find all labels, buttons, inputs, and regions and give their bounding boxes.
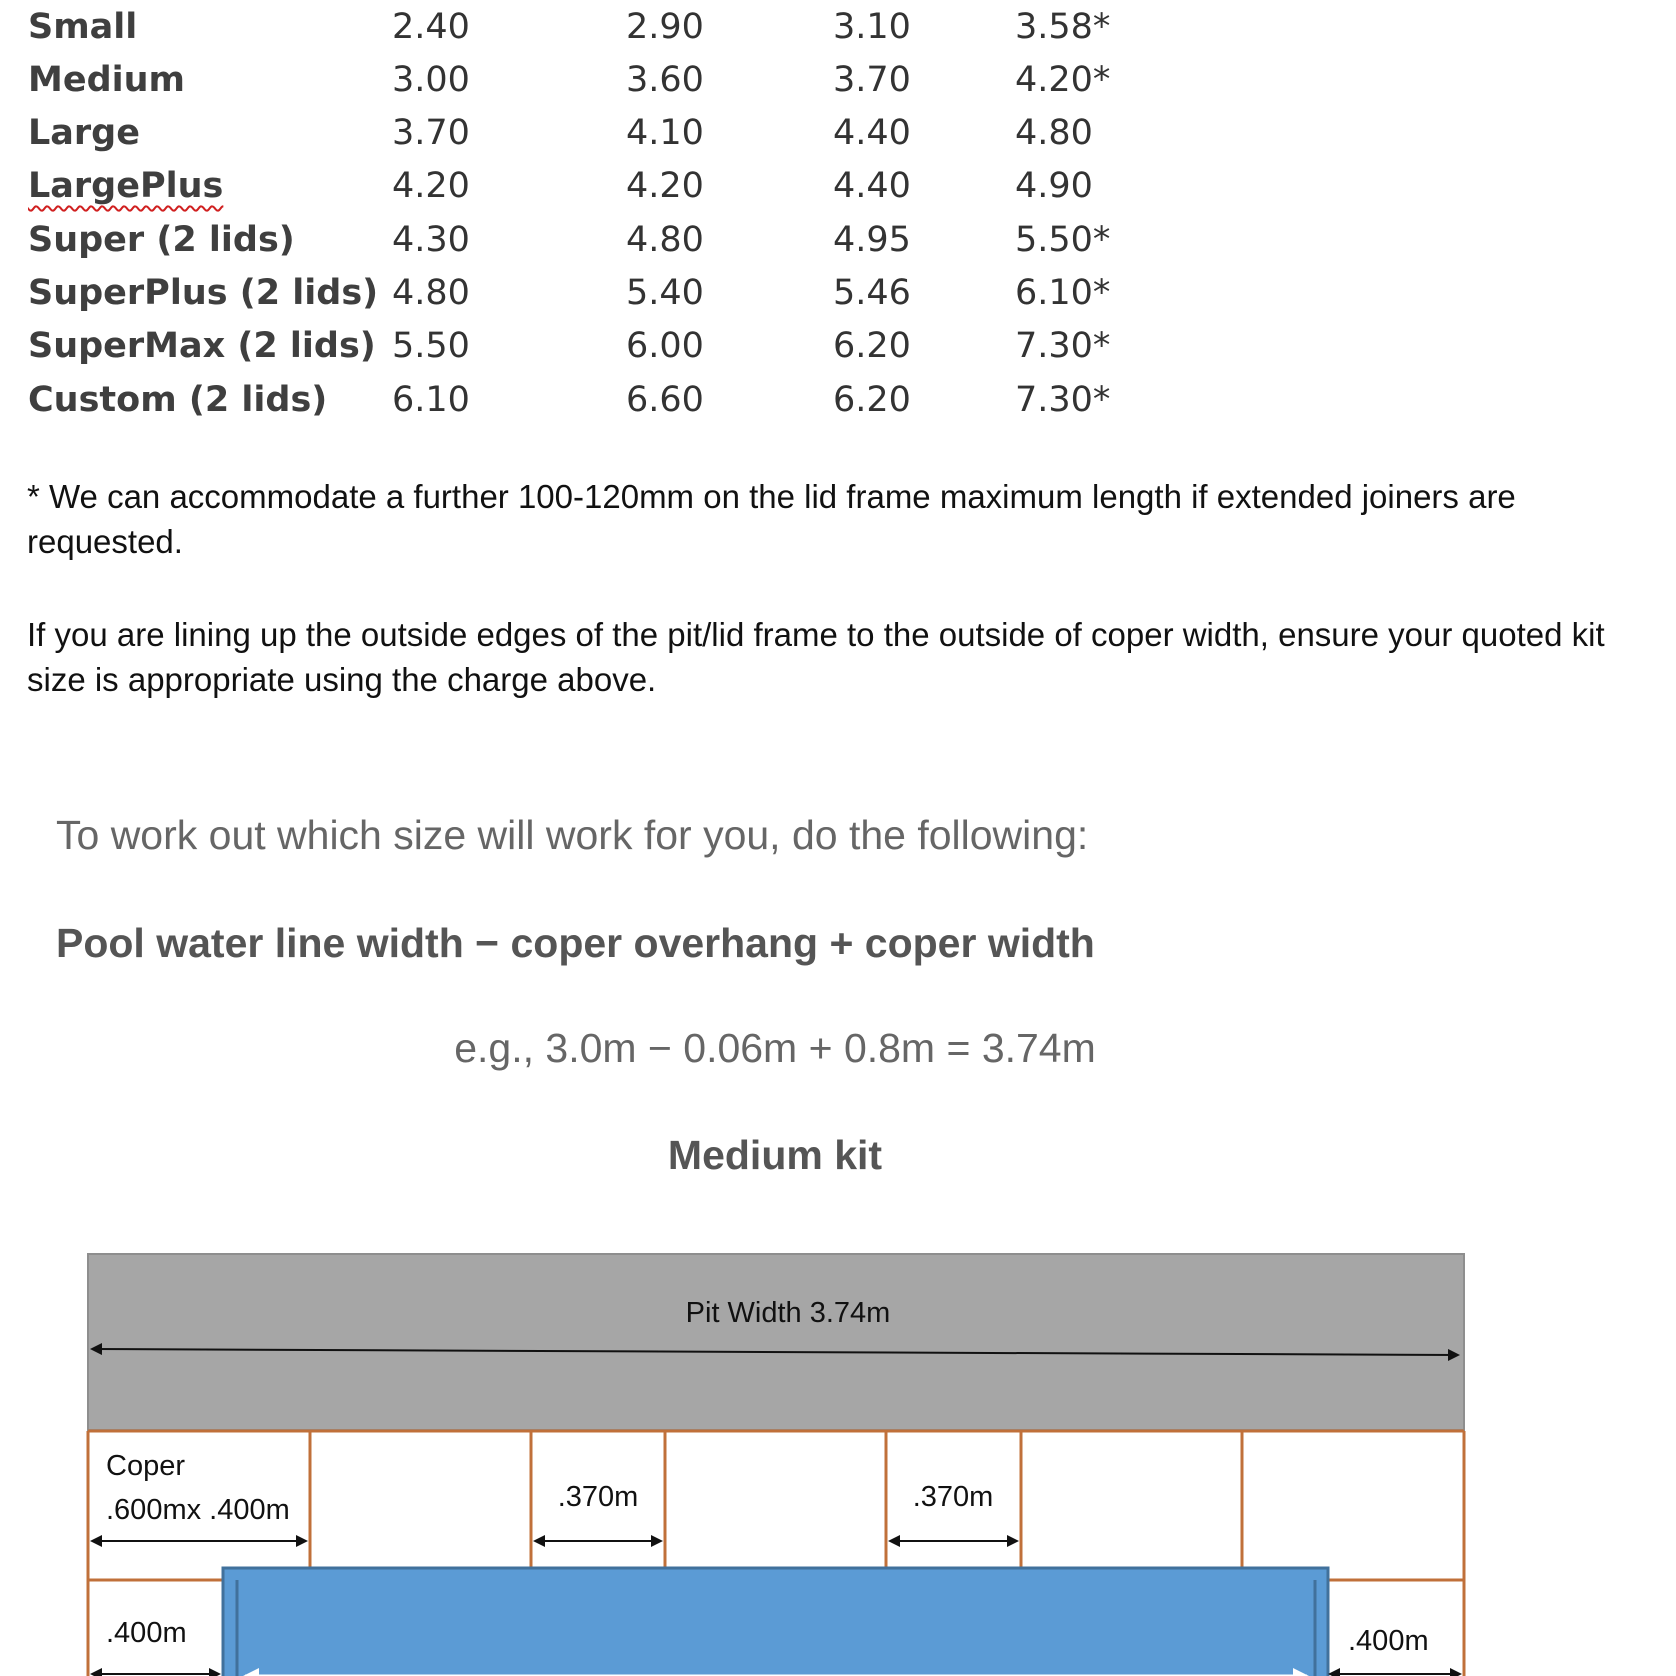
row-name: Large bbox=[28, 113, 140, 153]
row-value-3: 4.95 bbox=[833, 220, 911, 260]
row-value-2: 4.20 bbox=[626, 166, 704, 206]
pool-water bbox=[223, 1568, 1328, 1676]
row-name: LargePlus bbox=[28, 166, 224, 206]
table-row bbox=[0, 213, 1200, 267]
gap-label-1: .370m bbox=[557, 1481, 639, 1513]
pit-area bbox=[88, 1254, 1464, 1430]
row-value-2: 2.90 bbox=[626, 7, 704, 47]
row-value-1: 3.00 bbox=[392, 60, 470, 100]
row-value-4: 6.10* bbox=[1015, 273, 1111, 313]
row-name: Custom (2 lids) bbox=[28, 380, 328, 420]
joiners-note: * We can accommodate a further 100-120mm on the lid frame maximum length if extended joiners are requested. bbox=[27, 478, 1516, 560]
row-value-1: 4.80 bbox=[392, 273, 470, 313]
gap-label-2: .370m bbox=[912, 1481, 994, 1513]
row-value-3: 6.20 bbox=[833, 326, 911, 366]
row-value-2: 6.00 bbox=[626, 326, 704, 366]
table-row bbox=[0, 0, 1200, 54]
coper-size-label: .600mx .400m bbox=[106, 1494, 290, 1526]
row-value-4: 4.90 bbox=[1015, 166, 1093, 206]
sizing-example: e.g., 3.0m − 0.06m + 0.8m = 3.74m bbox=[454, 1025, 1096, 1071]
row-value-4: 4.20* bbox=[1015, 60, 1111, 100]
row-value-1: 4.30 bbox=[392, 220, 470, 260]
row-value-3: 4.40 bbox=[833, 166, 911, 206]
row-value-2: 4.10 bbox=[626, 113, 704, 153]
coper-label: Coper bbox=[106, 1450, 185, 1482]
row-name: Super (2 lids) bbox=[28, 220, 295, 260]
row-value-1: 2.40 bbox=[392, 7, 470, 47]
side-label-right: .400m bbox=[1348, 1625, 1429, 1657]
row-value-2: 5.40 bbox=[626, 273, 704, 313]
row-value-3: 3.70 bbox=[833, 60, 911, 100]
table-row bbox=[0, 53, 1200, 107]
kit-result: Medium kit bbox=[667, 1132, 883, 1178]
table-row bbox=[0, 319, 1200, 373]
row-value-2: 3.60 bbox=[626, 60, 704, 100]
row-name: Medium bbox=[28, 60, 186, 100]
row-value-3: 4.40 bbox=[833, 113, 911, 153]
row-value-3: 6.20 bbox=[833, 380, 911, 420]
row-value-2: 6.60 bbox=[626, 380, 704, 420]
table-row bbox=[0, 106, 1200, 160]
row-value-4: 5.50* bbox=[1015, 220, 1111, 260]
row-name: SuperMax (2 lids) bbox=[28, 326, 376, 366]
pit-width-label: Pit Width 3.74m bbox=[685, 1297, 891, 1329]
row-value-4: 7.30* bbox=[1015, 380, 1111, 420]
row-value-3: 5.46 bbox=[833, 273, 911, 313]
table-row bbox=[0, 159, 1200, 213]
row-value-3: 3.10 bbox=[833, 7, 911, 47]
table-row bbox=[0, 266, 1200, 320]
row-value-1: 6.10 bbox=[392, 380, 470, 420]
sizing-formula: Pool water line width − coper overhang + coper width bbox=[56, 920, 1095, 966]
lining-note: If you are lining up the outside edges of the pit/lid frame to the outside of coper width, ensure your quoted kit size is appropriate using the charge above. bbox=[27, 616, 1605, 698]
instructions-heading: To work out which size will work for you, do the following: bbox=[56, 812, 1089, 858]
row-name: SuperPlus (2 lids) bbox=[28, 273, 379, 313]
row-value-2: 4.80 bbox=[626, 220, 704, 260]
row-value-1: 5.50 bbox=[392, 326, 470, 366]
side-label-left: .400m bbox=[106, 1617, 187, 1649]
row-value-4: 3.58* bbox=[1015, 7, 1111, 47]
pit-layout-diagram bbox=[0, 1240, 1676, 1676]
table-row bbox=[0, 373, 1200, 427]
row-value-1: 3.70 bbox=[392, 113, 470, 153]
row-value-1: 4.20 bbox=[392, 166, 470, 206]
row-value-4: 7.30* bbox=[1015, 326, 1111, 366]
row-name: Small bbox=[28, 7, 138, 47]
row-value-4: 4.80 bbox=[1015, 113, 1093, 153]
